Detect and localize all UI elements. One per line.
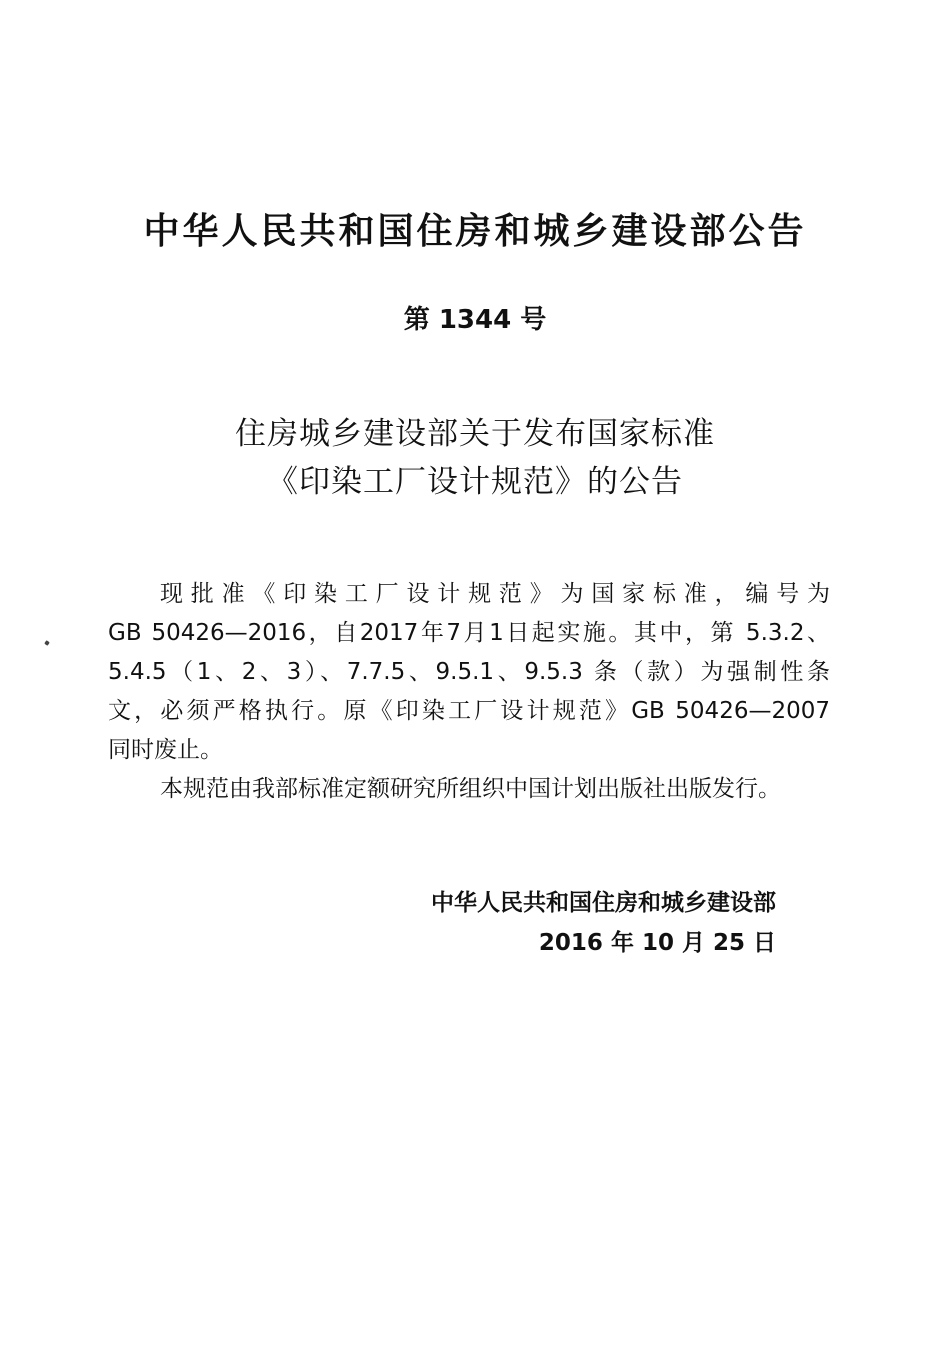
announcement-subtitle-line1: 住房城乡建设部关于发布国家标准 [235, 416, 715, 452]
body-paragraph2: 本规范由我部标准定额研究所组织中国计划出版社出版发行。 [160, 776, 781, 802]
body-paragraph1-line5: 同时废止。 [108, 737, 223, 763]
body-paragraph1-line4: 文，必须严格执行。原《印染工厂设计规范》GB 50426—2007 [108, 698, 830, 724]
announcement-number: 第 1344 号 [403, 305, 547, 335]
body-paragraph1-line3: 5.4.5（1、2、3）、7.7.5、9.5.1、9.5.3 条（款）为强制性条 [108, 659, 830, 685]
announcement-subtitle-line2: 《印染工厂设计规范》的公告 [267, 464, 683, 500]
signature-date: 2016 年 10 月 25 日 [538, 930, 776, 956]
body-paragraph1-line1: 现批准《印染工厂设计规范》为国家标准，编号为 [160, 581, 830, 607]
announcement-title: 中华人民共和国住房和城乡建设部公告 [143, 211, 807, 252]
scan-speck [44, 640, 50, 646]
body-paragraph1-line2: GB 50426—2016，自2017年7月1日起实施。其中，第 5.3.2、 [108, 620, 830, 646]
signature-issuer: 中华人民共和国住房和城乡建设部 [431, 890, 776, 916]
